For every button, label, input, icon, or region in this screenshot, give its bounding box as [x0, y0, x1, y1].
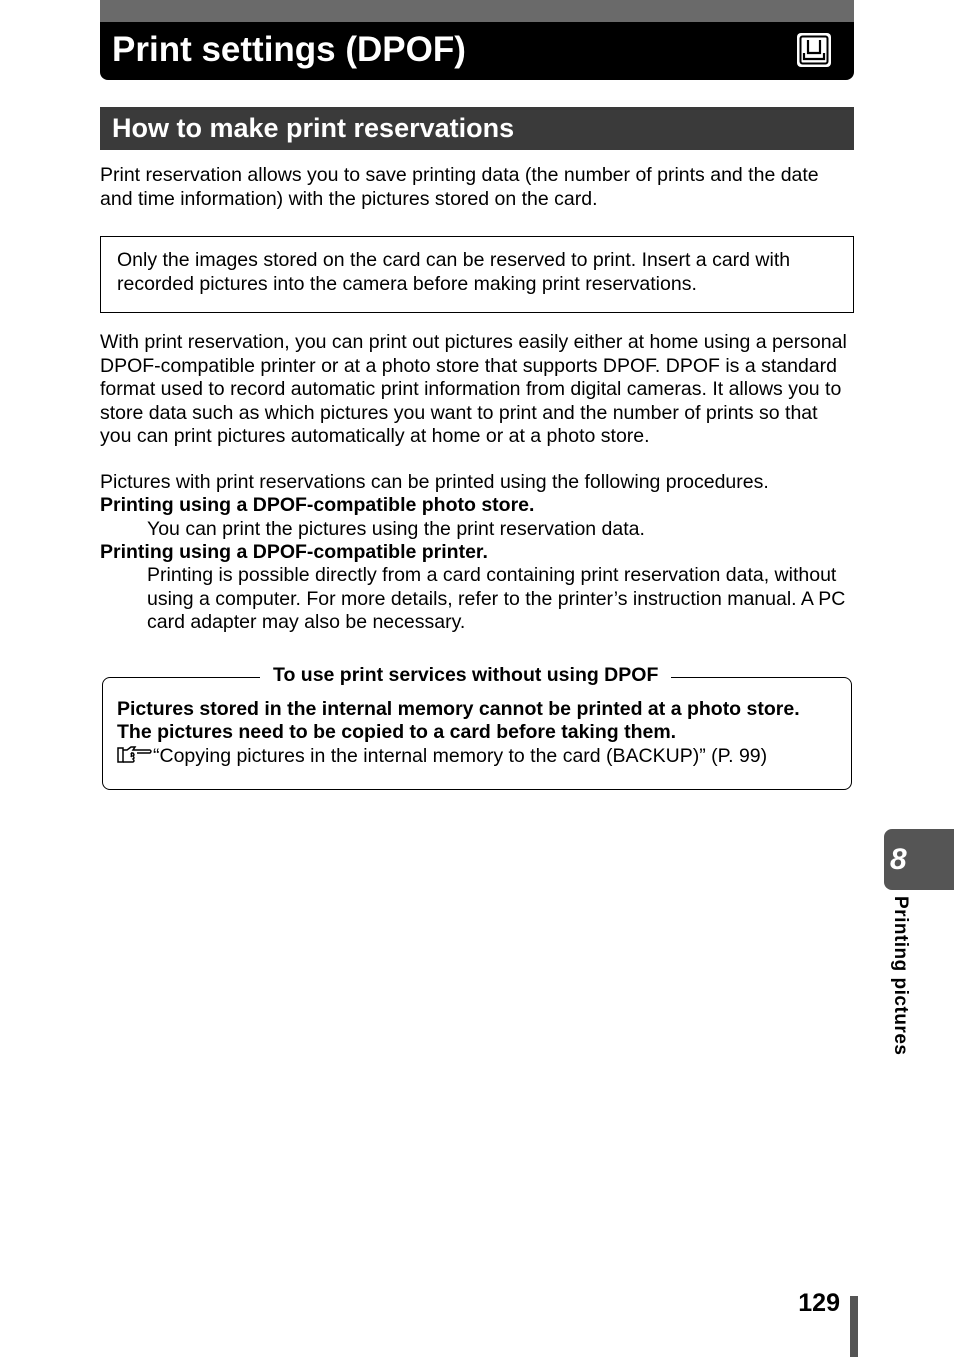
body-paragraph: With print reservation, you can print out pictures easily either at home using a personal DPOF-compatible printer or at a photo store that supports DPOF. DPOF is a standard format used to record automatic print information from digital cameras. It allows you to store data such as which pictures you want to print and the number of prints so that you can print pictures automatically at home or at a photo store.: [100, 331, 847, 447]
tip-line-1: Pictures stored in the internal memory cannot be printed at a photo store.: [117, 698, 800, 720]
section-header: [100, 107, 854, 150]
pointing-hand-icon: [117, 745, 153, 765]
title-bar: [100, 0, 854, 80]
intro-paragraph: Print reservation allows you to save printing data (the number of prints and the date and time information) with the pictures stored on the card.: [100, 164, 819, 210]
page-number: 129: [798, 1289, 840, 1317]
note-box: [100, 236, 854, 313]
procedure-heading-printer: Printing using a DPOF-compatible printer.: [100, 541, 488, 563]
tip-line-2: The pictures need to be copied to a card before taking them.: [117, 721, 677, 743]
title-bar-top-strip: [100, 0, 854, 22]
printer-icon: [796, 32, 832, 68]
chapter-number: 8: [890, 843, 907, 876]
chapter-label: Printing pictures: [890, 896, 911, 1056]
tip-title: To use print services without using DPOF: [260, 663, 671, 687]
procedures-intro: Pictures with print reservations can be printed using the following procedures.: [100, 471, 769, 493]
procedure-text-printer: Printing is possible directly from a card containing print reservation data, without using a computer. For more details, refer to the printer’s instruction manual. A PC card adapter may also be necessary.: [147, 564, 846, 633]
page-edge-bar: [850, 1296, 858, 1357]
tip-reference[interactable]: [117, 745, 842, 769]
procedure-text-photo-store: You can print the pictures using the print reservation data.: [147, 518, 645, 540]
section-heading: How to make print reservations: [112, 113, 515, 143]
procedure-heading-photo-store: Printing using a DPOF-compatible photo store.: [100, 494, 535, 516]
page-title: Print settings (DPOF): [112, 30, 466, 69]
note-text: Only the images stored on the card can be reserved to print. Insert a card with recorded pictures into the camera before making print reservations.: [117, 249, 791, 295]
tip-reference-text: “Copying pictures in the internal memory to the card (BACKUP)” (P. 99): [153, 745, 768, 767]
chapter-tab: [884, 829, 954, 890]
